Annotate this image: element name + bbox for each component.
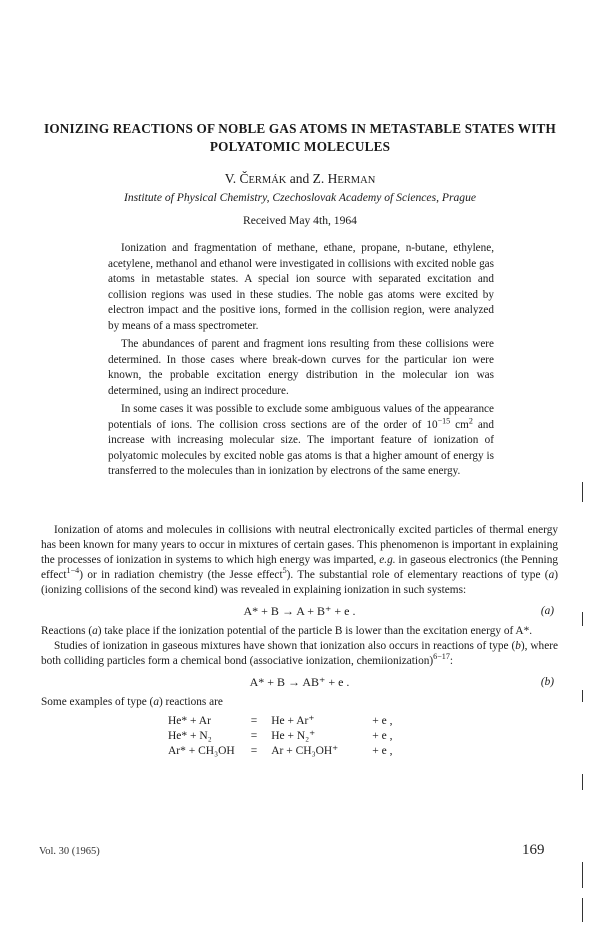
reaction-equals: =: [250, 715, 258, 727]
volume-footer: Vol. 30 (1965): [39, 846, 100, 857]
body-paragraph-2: Reactions (a) take place if the ionization potential of the particle B is lower than the excitation energy of A*.: [41, 625, 533, 637]
abstract: [108, 241, 494, 483]
reaction-electron: + e ,: [372, 715, 393, 727]
reaction-row: [168, 744, 398, 759]
paper-title: IONIZING REACTIONS OF NOBLE GAS ATOMS IN METASTABLE STATES WITH POLYATOMIC MOLECULES: [43, 121, 556, 154]
page-number: 169: [522, 842, 545, 858]
scan-margin-mark: [582, 774, 583, 790]
equation-b-expression: A* + B → AB⁺ + e .: [249, 675, 350, 689]
scan-margin-mark: [582, 898, 583, 922]
reaction-examples: [168, 714, 398, 759]
author-1-prefix: V. Č: [224, 171, 249, 186]
reaction-lhs: Ar* + CH₃OH: [168, 745, 235, 757]
scan-margin-mark: [582, 482, 583, 502]
author-1-caps: ERMÁK: [248, 175, 287, 186]
reaction-electron: + e ,: [372, 745, 393, 757]
body-paragraph-1: Ionization of atoms and molecules in collisions with neutral electronically excited particles of thermal energy has been known for many years to occur in mixtures of certain gases. This phenomenon is important in explaining the processes of ionization in systems to which high energy was imparted, e.g. in gaseous electronics (the Penning effect$^{1-4}$) or in radiation chemistry (the Jesse effect$^5$). The substantial role of elementary reactions of type (a) (ionizing collisions of the second kind) was revealed in explaining ionization in such systems:: [41, 524, 558, 596]
received-date: Received May 4th, 1964: [243, 214, 357, 227]
equation-a-label: (a): [540, 605, 554, 617]
reaction-rhs: He + N₂⁺: [271, 730, 316, 742]
reaction-row: [168, 714, 398, 729]
reaction-rhs: He + Ar⁺: [271, 715, 315, 727]
abstract-paragraph-3: In some cases it was possible to exclude some ambiguous values of the appearance potentials of ions. The collision cross sections are of the order of $10^{-15}$ $cm^2$ and increase with increasing molecular size. The important feature of ionization of polyatomic molecules by excited noble gas atoms is that a higher amount of energy is transferred to the molecules than in ionization by electrons of the same energy.: [108, 403, 494, 477]
body-paragraph-3: Studies of ionization in gaseous mixtures have shown that ionization also occurs in reactions of type (b), where both colliding particles form a chemical bond (associative ionization, chemiionization)$^{6-17}$:: [41, 640, 558, 667]
body-text: [41, 523, 558, 759]
reaction-equals: =: [250, 730, 258, 742]
authors-and: and: [289, 171, 310, 186]
reaction-lhs: He* + N₂: [168, 730, 212, 742]
author-2-prefix: Z. H: [312, 171, 338, 186]
authors-line: [0, 171, 600, 187]
reaction-rhs: Ar + CH₃OH⁺: [271, 745, 339, 757]
scan-margin-mark: [582, 862, 583, 888]
scan-margin-mark: [582, 690, 583, 702]
equation-b-label: (b): [540, 676, 554, 688]
abstract-paragraph-1: Ionization and fragmentation of methane, ethane, propane, n-butane, ethylene, acetylene, methanol and ethanol were investigated in collisions with excited noble gas atoms in metastable states. A special ion source with separated excitation and collision regions was used in these studies. The noble gas atoms were excited by electron impact and the positive ions, formed in the collision region, were analyzed by means of a mass spectrometer.: [108, 242, 494, 332]
reaction-lhs: He* + Ar: [168, 715, 211, 727]
equation-a-expression: A* + B → A + B⁺ + e .: [243, 604, 356, 618]
reaction-equals: =: [250, 745, 258, 757]
affiliation: Institute of Physical Chemistry, Czechoslovak Academy of Sciences, Prague: [123, 191, 477, 204]
scan-margin-mark: [582, 612, 583, 626]
abstract-paragraph-2: The abundances of parent and fragment ions resulting from these collisions were determined. In those cases where break-down curves for the particular ion were known, the probable excitation energy distribution in the molecular ion was determined, using an indirect procedure.: [108, 338, 494, 397]
author-2-caps: ERMAN: [337, 175, 376, 186]
equation-a: [41, 600, 558, 622]
reaction-electron: + e ,: [372, 730, 393, 742]
equation-b: [41, 671, 558, 693]
reaction-row: [168, 729, 398, 744]
body-paragraph-4: Some examples of type (a) reactions are: [41, 696, 223, 708]
